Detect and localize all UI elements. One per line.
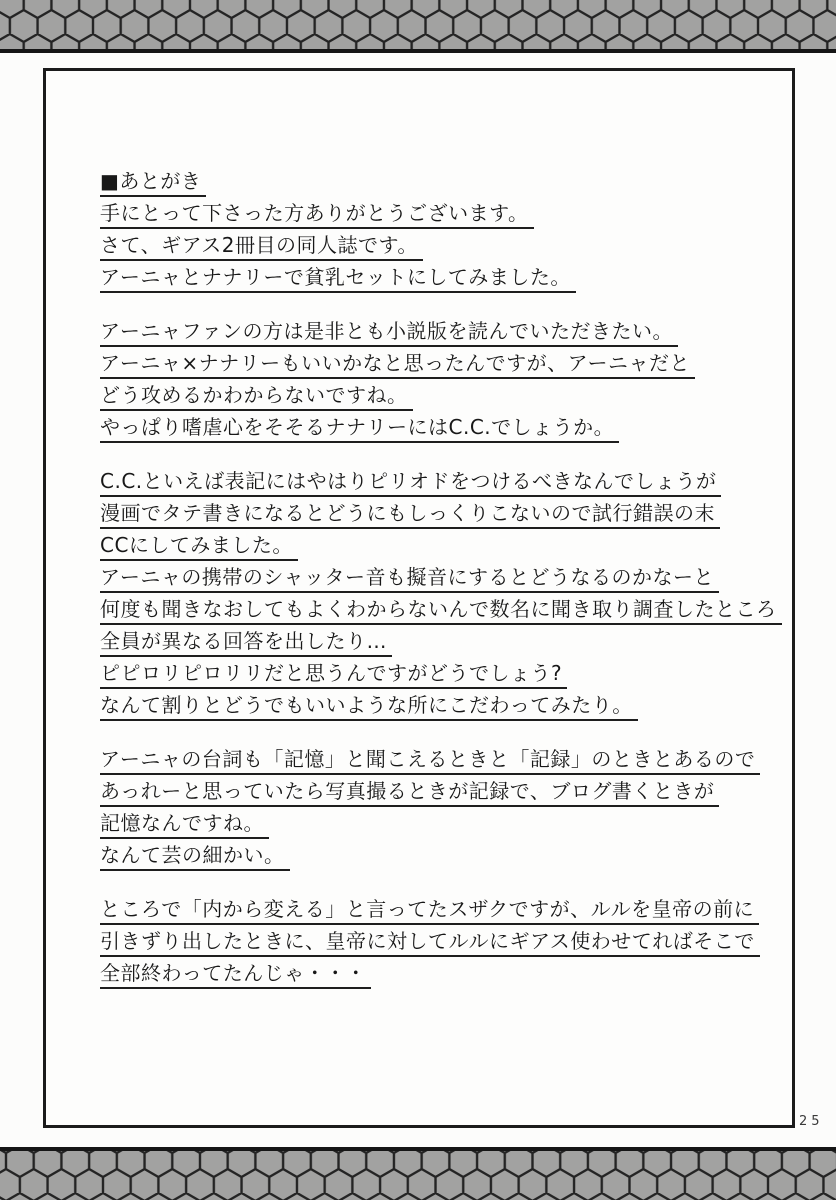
text-line-content: 漫画でタテ書きになるとどうにもしっくりこないので試行錯誤の末	[100, 500, 720, 529]
text-line	[100, 842, 792, 874]
text-line	[100, 628, 792, 660]
text-line	[100, 468, 792, 500]
afterword-intro-paragraph	[100, 168, 792, 296]
text-line-content: アーニャの台詞も「記憶」と聞こえるときと「記録」のときとあるので	[100, 746, 760, 775]
text-line-content: アーニャの携帯のシャッター音も擬音にするとどうなるのかなーと	[100, 564, 719, 593]
afterword-heading: ■あとがき	[100, 168, 206, 197]
paragraph	[100, 746, 792, 874]
text-line-content: ところで「内から変える」と言ってたスザクですが、ルルを皇帝の前に	[100, 896, 759, 925]
text-line-content: アーニャとナナリーで貧乳セットにしてみました。	[100, 264, 576, 293]
text-line	[100, 746, 792, 778]
text-line	[100, 596, 792, 628]
paragraph	[100, 896, 792, 992]
text-line-content: なんて割りとどうでもいいような所にこだわってみたり。	[100, 692, 638, 721]
afterword-text	[100, 168, 792, 1014]
text-line-content: やっぱり嗜虐心をそそるナナリーにはC.C.でしょうか。	[100, 414, 619, 443]
text-line	[100, 960, 792, 992]
text-line-content: C.C.といえば表記にはやはりピリオドをつけるべきなんでしょうが	[100, 468, 721, 497]
text-line-content: どう攻めるかわからないですね。	[100, 382, 413, 411]
text-line-content: 何度も聞きなおしてもよくわからないんで数名に聞き取り調査したところ	[100, 596, 782, 625]
paragraph	[100, 468, 792, 724]
text-line-content: アーニャ×ナナリーもいいかなと思ったんですが、アーニャだと	[100, 350, 695, 379]
paragraph	[100, 318, 792, 446]
text-line-content: ピピロリピロリリだと思うんですがどうでしょう?	[100, 660, 567, 689]
text-line-content: CCにしてみました。	[100, 532, 298, 561]
text-line	[100, 500, 792, 532]
text-line-content: 記憶なんですね。	[100, 810, 269, 839]
text-line-content: さて、ギアス2冊目の同人誌です。	[100, 232, 423, 261]
text-line	[100, 692, 792, 724]
text-line	[100, 200, 792, 232]
text-line-content: なんて芸の細かい。	[100, 842, 290, 871]
text-line	[100, 264, 792, 296]
text-line-content: 全員が異なる回答を出したり…	[100, 628, 392, 657]
hexagon-pattern-border-bottom	[0, 1147, 836, 1200]
text-line	[100, 532, 792, 564]
text-line	[100, 414, 792, 446]
text-line-content: 引きずり出したときに、皇帝に対してルルにギアス使わせてればそこで	[100, 928, 760, 957]
text-line	[100, 382, 792, 414]
text-line	[100, 928, 792, 960]
page-border-frame	[43, 68, 795, 1128]
text-line-content: あっれーと思っていたら写真撮るときが記録で、ブログ書くときが	[100, 778, 719, 807]
text-line	[100, 350, 792, 382]
text-line	[100, 564, 792, 596]
text-line	[100, 810, 792, 842]
text-line	[100, 778, 792, 810]
text-line-content: 全部終わってたんじゃ・・・	[100, 960, 371, 989]
text-line	[100, 318, 792, 350]
hexagon-band-pattern	[0, 1151, 836, 1200]
text-line	[100, 896, 792, 928]
hexagon-pattern-border-top	[0, 0, 836, 53]
page-number: 25	[799, 1114, 824, 1129]
hexagon-band-pattern	[0, 0, 836, 49]
text-line	[100, 660, 792, 692]
text-line	[100, 168, 792, 200]
text-line-content: 手にとって下さった方ありがとうございます。	[100, 200, 534, 229]
text-line-content: アーニャファンの方は是非とも小説版を読んでいただきたい。	[100, 318, 678, 347]
text-line	[100, 232, 792, 264]
